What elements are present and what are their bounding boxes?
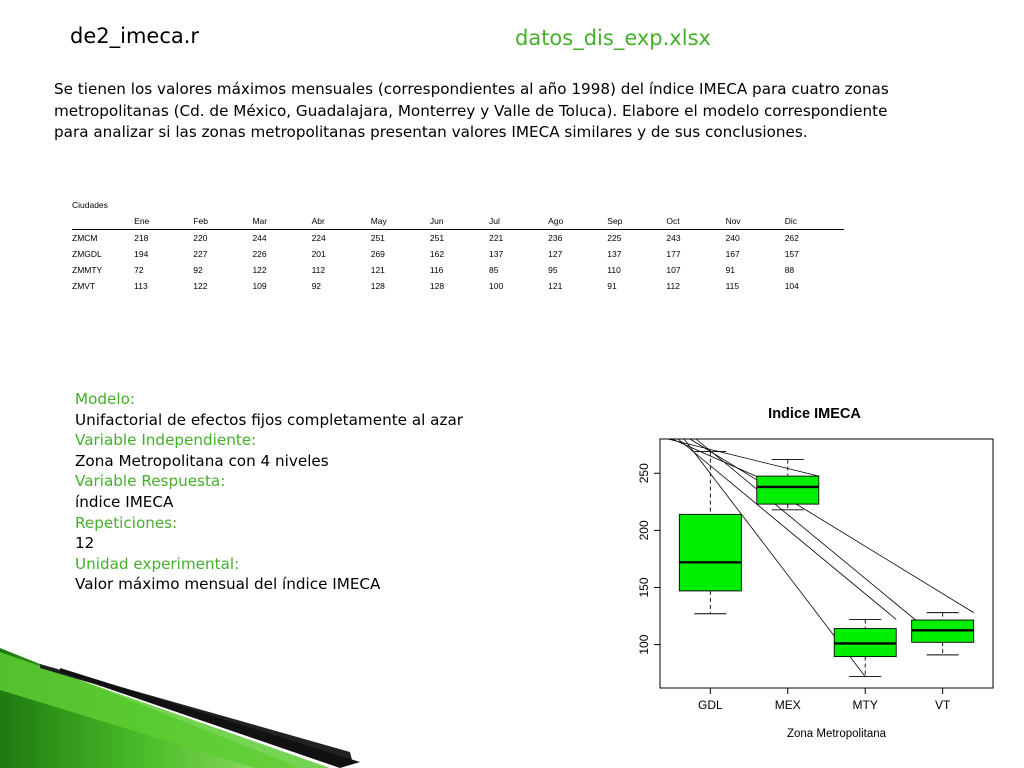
x-tick-label: MEX	[774, 698, 801, 712]
column-header: Abr	[312, 213, 371, 230]
y-tick-label: 150	[637, 577, 651, 598]
table-cell: 262	[784, 233, 799, 243]
column-header: Sep	[607, 213, 666, 230]
table-cell: 112	[666, 281, 680, 291]
table-cell: 110	[607, 265, 621, 275]
table-cell: 226	[252, 249, 267, 259]
x-tick-label: MTY	[852, 698, 878, 712]
column-header: Ene	[134, 213, 193, 230]
table-row	[72, 278, 844, 294]
table-cell: 177	[666, 249, 681, 259]
table-cell: 85	[489, 265, 499, 275]
model-summary	[75, 389, 463, 595]
x-tick-label: GDL	[697, 698, 723, 712]
y-tick-label: 100	[637, 634, 651, 655]
table-cell: 116	[429, 265, 444, 275]
column-header: Mar	[252, 213, 311, 230]
experimental-unit-label: Unidad experimental:	[75, 554, 240, 573]
x-tick-label: VT	[934, 698, 951, 712]
script-title: de2_imeca.r	[70, 24, 200, 48]
model-value: Unifactorial de efectos fijos completamente al azar	[75, 410, 464, 429]
table-cell: 121	[548, 281, 563, 291]
response-variable-value: índice IMECA	[75, 492, 174, 511]
table-row	[72, 230, 844, 247]
table-cell: 113	[134, 281, 148, 291]
table-cell: 221	[489, 233, 504, 243]
table-cell: 91	[725, 265, 736, 275]
column-header: Jul	[489, 213, 548, 230]
table-cell: 243	[666, 233, 681, 243]
y-tick-label: 250	[637, 463, 651, 484]
table-cell: 128	[370, 281, 385, 291]
table-cell: 224	[311, 233, 326, 243]
row-label: ZMGDL	[72, 249, 102, 259]
imeca-boxplot	[600, 398, 1020, 748]
table-caption: Ciudades	[72, 200, 108, 210]
table-cell: 95	[548, 265, 558, 275]
table-cell: 157	[784, 249, 799, 259]
row-label: ZMCM	[72, 233, 98, 243]
table-cell: 201	[311, 249, 326, 259]
table-caption-row	[72, 197, 844, 213]
table-cell: 104	[784, 281, 799, 291]
repetitions-label: Repeticiones:	[75, 513, 178, 532]
table-cell: 109	[252, 281, 267, 291]
table-cell: 240	[725, 233, 740, 243]
table-cell: 115	[725, 281, 740, 291]
chart-title: Indice IMECA	[768, 406, 861, 422]
column-header: Jun	[430, 213, 489, 230]
table-cell: 88	[784, 265, 795, 275]
box-mex	[757, 476, 819, 504]
table-cell: 236	[548, 233, 563, 243]
table-cell: 194	[134, 249, 149, 259]
table-cell: 251	[429, 233, 445, 243]
table-cell: 122	[193, 281, 208, 291]
independent-variable-label: Variable Independiente:	[75, 431, 257, 450]
table-cell: 225	[607, 233, 622, 243]
table-cell: 137	[489, 249, 504, 259]
table-cell: 72	[134, 265, 144, 275]
model-label: Modelo:	[75, 390, 136, 408]
table-cell: 137	[607, 249, 622, 259]
table-header-row	[72, 213, 844, 230]
table-cell: 218	[134, 233, 149, 243]
row-label: ZMVT	[72, 281, 96, 291]
table-cell: 100	[489, 281, 504, 291]
table-cell: 92	[311, 281, 322, 291]
table-cell: 251	[370, 233, 385, 243]
table-cell: 107	[666, 265, 681, 275]
y-tick-label: 200	[637, 520, 651, 541]
column-header: Feb	[193, 213, 252, 230]
table-cell: 122	[252, 265, 267, 275]
imeca-data-table	[72, 197, 844, 294]
table-cell: 127	[548, 249, 563, 259]
table-cell: 112	[311, 265, 326, 275]
experimental-unit-value: Valor máximo mensual del índice IMECA	[75, 575, 381, 594]
table-cell: 121	[370, 265, 385, 275]
response-variable-label: Variable Respuesta:	[75, 472, 226, 491]
table-row	[72, 246, 844, 262]
repetitions-value: 12	[75, 534, 95, 553]
table-cell: 162	[429, 249, 445, 259]
table-cell: 167	[725, 249, 740, 259]
row-label: ZMMTY	[72, 265, 103, 275]
table-cell: 220	[193, 233, 208, 243]
x-axis-title: Zona Metropolitana	[786, 728, 887, 740]
data-file-name: datos_dis_exp.xlsx	[515, 26, 711, 50]
boxplot-svg	[600, 398, 1020, 748]
column-header: Dic	[785, 213, 844, 230]
column-header: Nov	[726, 213, 785, 230]
table-cell: 128	[429, 281, 445, 291]
table-row	[72, 262, 844, 278]
table-cell: 92	[193, 265, 203, 275]
problem-description: Se tienen los valores máximos mensuales (correspondientes al año 1998) del índice IMECA para cuatro zonas metropolitanas (Cd. de México, Guadalajara, Monterrey y Valle de Toluca). Elabore el modelo correspondiente para analizar si las zonas metropolitanas presentan valores IMECA similares y de sus conclusiones.	[54, 80, 889, 141]
table-cell: 244	[252, 233, 267, 243]
table-cell: 91	[607, 281, 617, 291]
independent-variable-value: Zona Metropolitana con 4 niveles	[75, 451, 329, 470]
table-cell: 227	[193, 249, 208, 259]
column-header: May	[371, 213, 430, 230]
column-header: Ago	[548, 213, 607, 230]
table-cell: 269	[370, 249, 385, 259]
column-header: Oct	[666, 213, 725, 230]
box-gdl	[679, 514, 741, 591]
